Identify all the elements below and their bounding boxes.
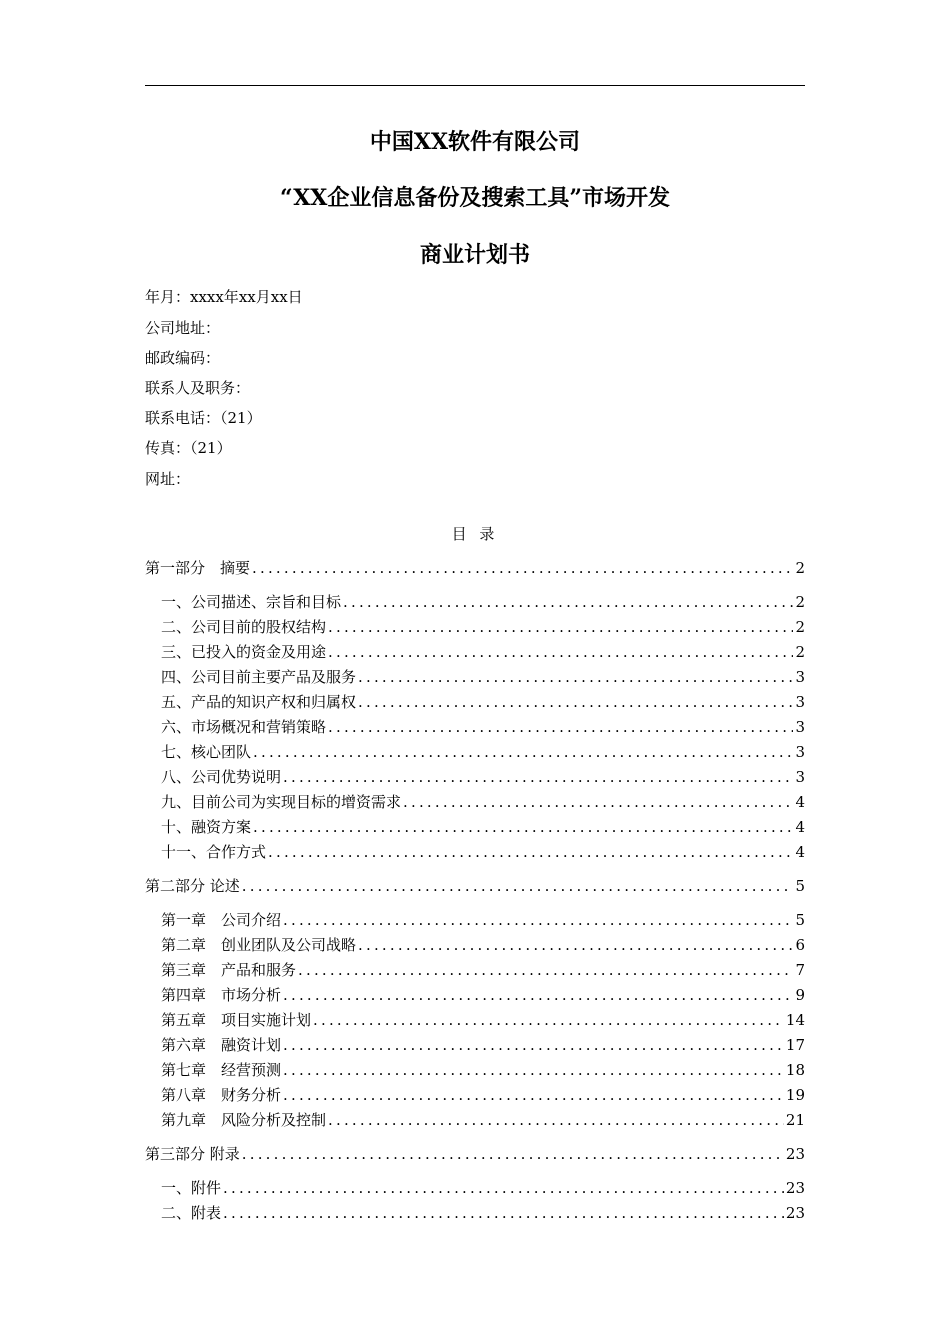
dot-leader — [298, 960, 793, 980]
dot-leader — [328, 717, 793, 737]
info-website: 网址： — [145, 470, 191, 488]
toc-entry-label: 第二章 创业团队及公司战略 — [161, 936, 357, 954]
dot-leader — [403, 792, 793, 812]
toc-entry-label: 第六章 融资计划 — [161, 1036, 282, 1054]
toc-entry[interactable] — [145, 985, 805, 1010]
toc-entry-page: 9 — [795, 986, 805, 1004]
toc-entry[interactable] — [145, 1035, 805, 1060]
dot-leader — [283, 1060, 784, 1080]
dot-leader — [328, 642, 793, 662]
header-rule — [145, 85, 805, 86]
dot-leader — [313, 1010, 784, 1030]
toc-entry-page: 19 — [785, 1086, 805, 1104]
toc-entry[interactable] — [145, 842, 805, 867]
toc-entry-label: 七、核心团队 — [161, 743, 252, 761]
toc-entry[interactable] — [145, 1203, 805, 1228]
dot-leader — [242, 1144, 784, 1164]
toc-entry[interactable] — [145, 792, 805, 817]
company-title: 中国XX软件有限公司 — [369, 129, 581, 155]
toc-entry-page: 6 — [795, 936, 805, 954]
toc-entry-page: 23 — [785, 1179, 805, 1197]
toc-entry[interactable] — [145, 717, 805, 742]
toc-entry[interactable] — [145, 1110, 805, 1135]
toc-entry[interactable] — [145, 910, 805, 935]
toc-entry-label: 一、附件 — [161, 1179, 222, 1197]
toc-entry[interactable] — [145, 767, 805, 792]
dot-leader — [283, 1085, 784, 1105]
toc-entry-page: 3 — [795, 693, 805, 711]
toc-entry-page: 2 — [795, 643, 805, 661]
toc-entry-label: 九、目前公司为实现目标的增资需求 — [161, 793, 402, 811]
toc-title: 目 录 — [451, 525, 499, 543]
toc-entry-label: 十、融资方案 — [161, 818, 252, 836]
document-type-title: 商业计划书 — [419, 242, 530, 268]
info-address: 公司地址： — [145, 319, 221, 337]
toc-entry-label: 四、公司目前主要产品及服务 — [161, 668, 357, 686]
toc-entry[interactable] — [145, 667, 805, 692]
toc-entry-page: 2 — [795, 559, 805, 577]
toc-entry-label: 第四章 市场分析 — [161, 986, 282, 1004]
info-postcode: 邮政编码： — [145, 349, 221, 367]
toc-entry-label: 二、附表 — [161, 1204, 222, 1222]
toc-entry[interactable] — [145, 592, 805, 617]
toc-entry-page: 3 — [795, 743, 805, 761]
toc-entry[interactable] — [145, 1144, 805, 1169]
toc-entry-page: 4 — [795, 793, 805, 811]
info-phone: 联系电话：（21） — [145, 409, 262, 427]
toc-entry-label: 第二部分 论述 — [145, 877, 240, 895]
toc-entry-label: 三、已投入的资金及用途 — [161, 643, 327, 661]
dot-leader — [252, 558, 793, 578]
toc-entry-label: 第三章 产品和服务 — [161, 961, 297, 979]
dot-leader — [358, 935, 793, 955]
toc-entry-page: 4 — [795, 818, 805, 836]
toc-entry[interactable] — [145, 1060, 805, 1085]
toc-entry-page: 3 — [795, 668, 805, 686]
toc-entry-label: 第一部分 摘要 — [145, 559, 251, 577]
toc-entry[interactable] — [145, 960, 805, 985]
toc-entry-label: 六、市场概况和营销策略 — [161, 718, 327, 736]
toc-entry[interactable] — [145, 817, 805, 842]
toc-entry-page: 3 — [795, 768, 805, 786]
toc-entry-label: 第五章 项目实施计划 — [161, 1011, 312, 1029]
toc-entry-page: 17 — [785, 1036, 805, 1054]
toc-entry-label: 第三部分 附录 — [145, 1145, 240, 1163]
dot-leader — [253, 817, 793, 837]
toc-entry-page: 2 — [795, 618, 805, 636]
toc-entry[interactable] — [145, 742, 805, 767]
toc-entry-page: 23 — [785, 1145, 805, 1163]
toc-entry-page: 7 — [795, 961, 805, 979]
toc-entry-page: 18 — [785, 1061, 805, 1079]
toc-entry[interactable] — [145, 558, 805, 583]
table-of-contents — [145, 558, 805, 1228]
toc-entry-page: 23 — [785, 1204, 805, 1222]
toc-entry-label: 第七章 经营预测 — [161, 1061, 282, 1079]
toc-entry-page: 3 — [795, 718, 805, 736]
toc-entry-label: 第九章 风险分析及控制 — [161, 1111, 327, 1129]
toc-entry[interactable] — [145, 642, 805, 667]
toc-entry[interactable] — [145, 1178, 805, 1203]
toc-entry-label: 八、公司优势说明 — [161, 768, 282, 786]
toc-entry-label: 二、公司目前的股权结构 — [161, 618, 327, 636]
dot-leader — [223, 1178, 784, 1198]
toc-entry-page: 2 — [795, 593, 805, 611]
toc-entry-page: 4 — [795, 843, 805, 861]
dot-leader — [358, 692, 793, 712]
toc-entry[interactable] — [145, 935, 805, 960]
info-date: 年月：xxxx年xx月xx日 — [145, 288, 303, 306]
info-fax: 传真：（21） — [145, 439, 232, 457]
toc-entry-label: 第八章 财务分析 — [161, 1086, 282, 1104]
toc-entry[interactable] — [145, 617, 805, 642]
dot-leader — [328, 1110, 784, 1130]
toc-entry-page: 14 — [785, 1011, 805, 1029]
toc-entry-label: 五、产品的知识产权和归属权 — [161, 693, 357, 711]
toc-entry-label: 十一、合作方式 — [161, 843, 267, 861]
toc-entry-page: 21 — [785, 1111, 805, 1129]
info-contact: 联系人及职务： — [145, 379, 251, 397]
dot-leader — [268, 842, 793, 862]
toc-entry-label: 第一章 公司介绍 — [161, 911, 282, 929]
dot-leader — [283, 910, 793, 930]
toc-entry-page: 5 — [795, 911, 805, 929]
dot-leader — [328, 617, 793, 637]
toc-entry-page: 5 — [795, 877, 805, 895]
toc-entry[interactable] — [145, 876, 805, 901]
dot-leader — [223, 1203, 784, 1223]
dot-leader — [242, 876, 794, 896]
toc-entry[interactable] — [145, 692, 805, 717]
project-title: “XX企业信息备份及搜索工具”市场开发 — [279, 185, 671, 211]
dot-leader — [253, 742, 793, 762]
dot-leader — [283, 767, 793, 787]
dot-leader — [343, 592, 793, 612]
dot-leader — [283, 1035, 784, 1055]
dot-leader — [283, 985, 793, 1005]
toc-entry-label: 一、公司描述、宗旨和目标 — [161, 593, 342, 611]
dot-leader — [358, 667, 793, 687]
toc-entry[interactable] — [145, 1010, 805, 1035]
toc-entry[interactable] — [145, 1085, 805, 1110]
